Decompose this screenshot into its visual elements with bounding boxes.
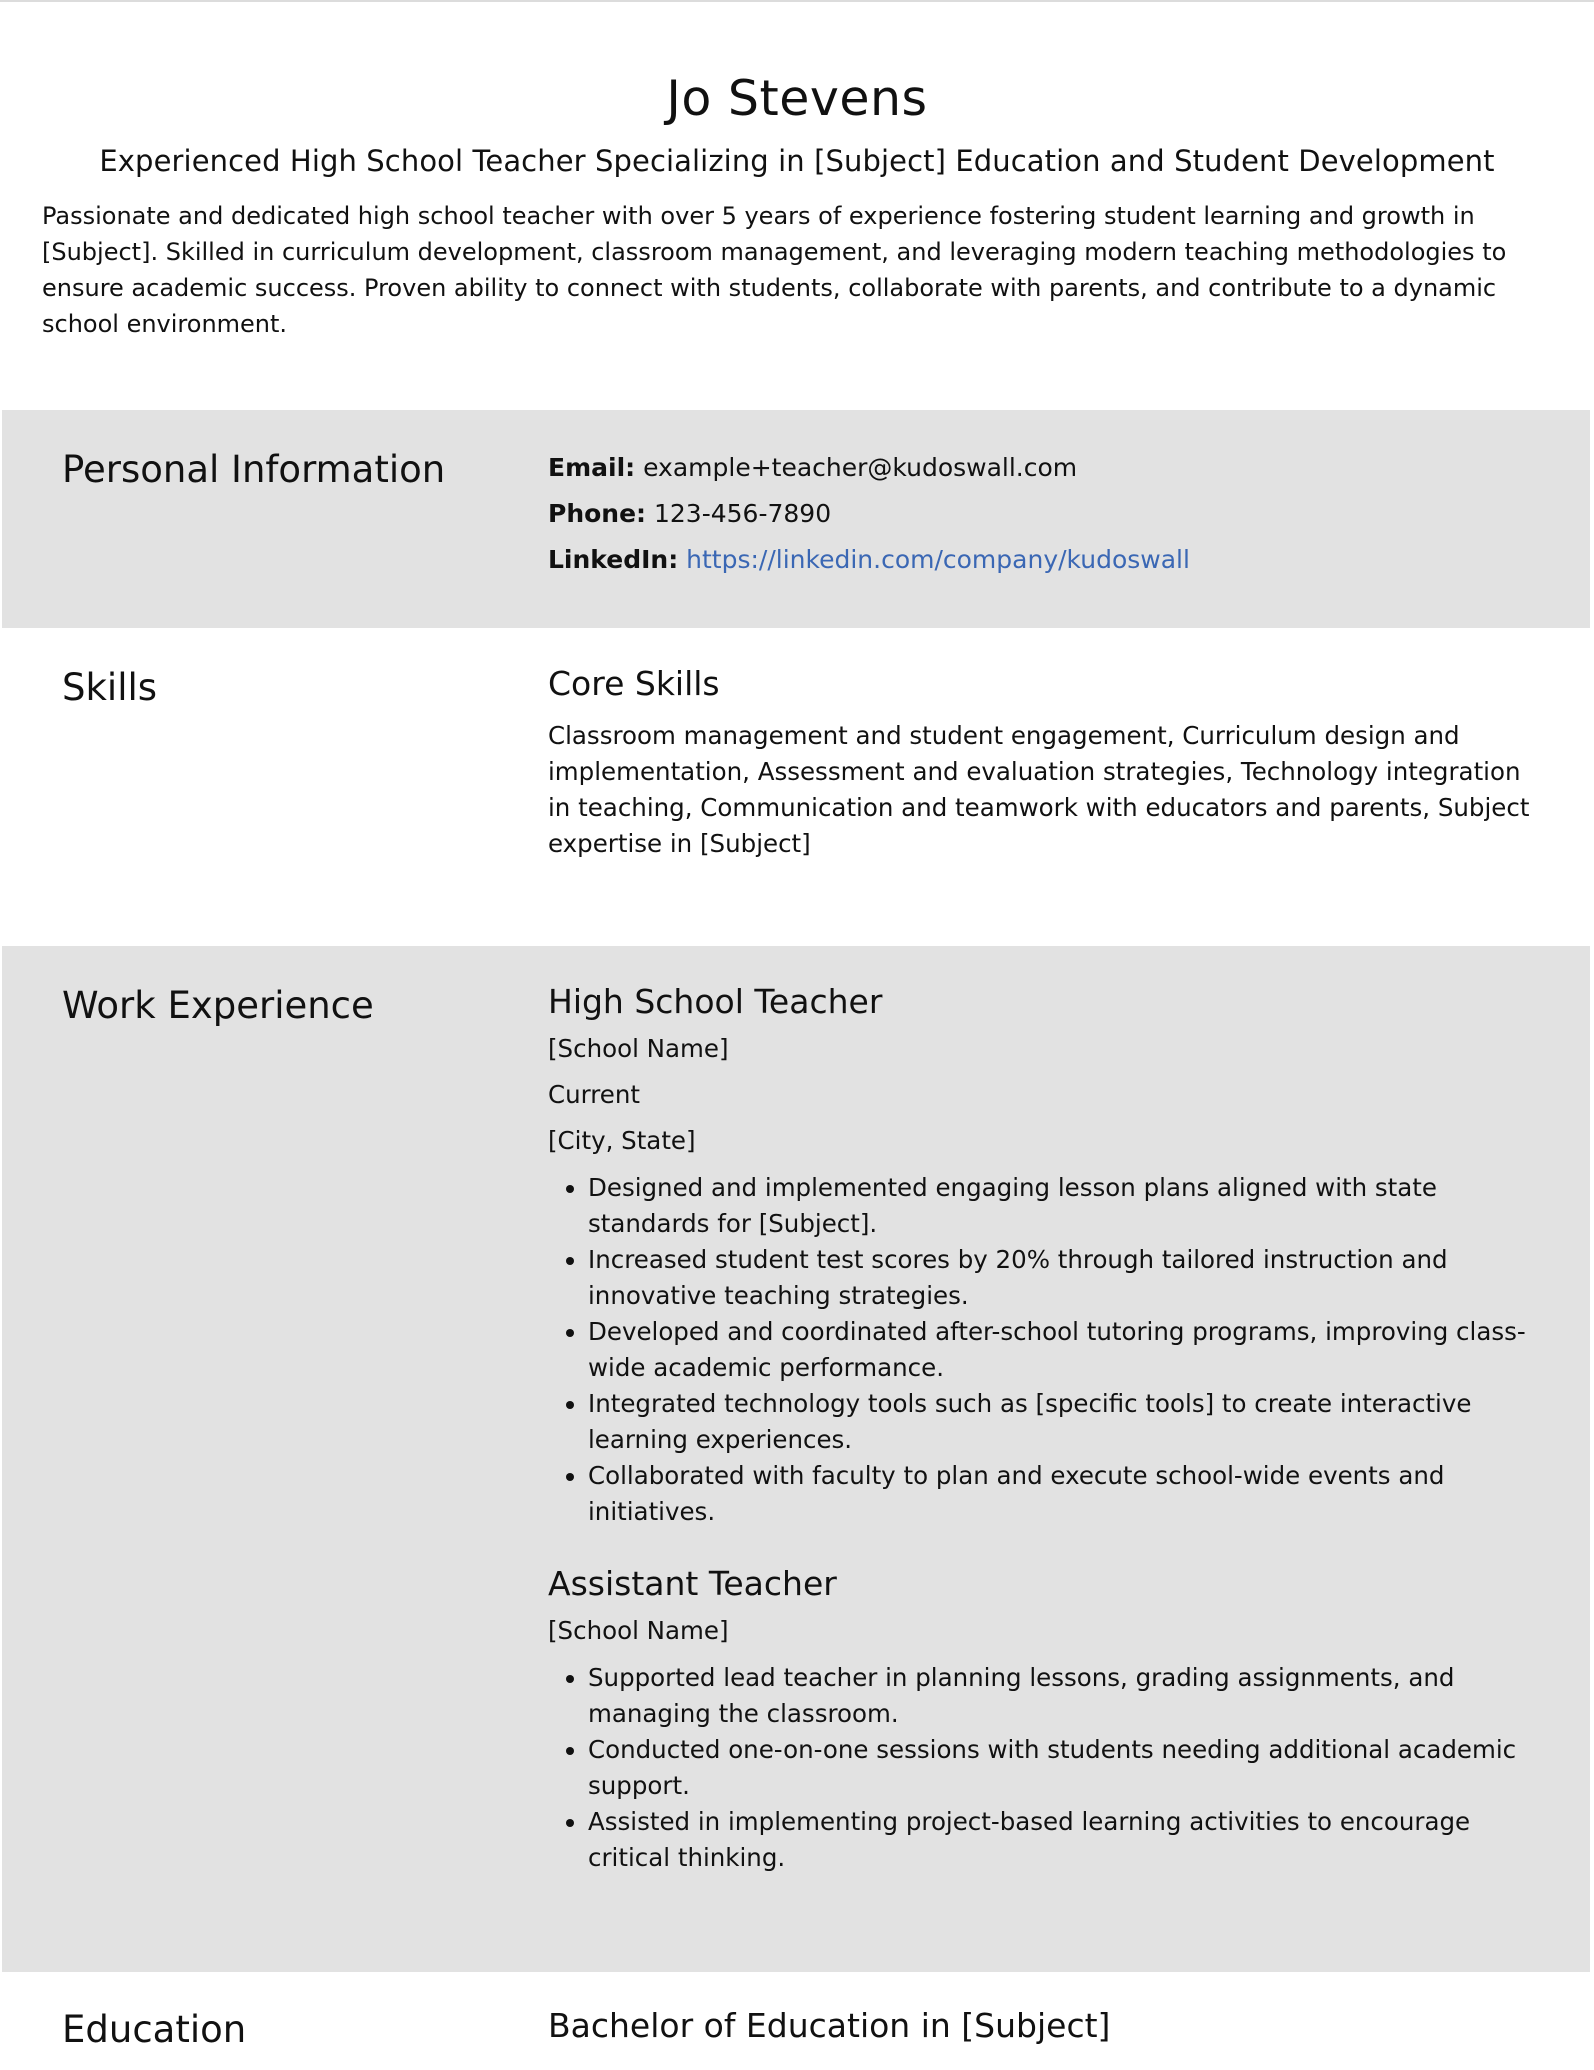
job-title: Assistant Teacher (548, 1564, 837, 1603)
job-title: High School Teacher (548, 982, 883, 1021)
list-item: • Collaborated with faculty to plan and execute school-wide events and initiatives. (588, 1458, 1534, 1530)
phone-value: 123-456-7890 (654, 499, 832, 528)
job-entry (548, 980, 1534, 1530)
work-experience-section (2, 946, 1590, 1972)
job-location: [City, State] (548, 1126, 696, 1155)
linkedin-label: LinkedIn: (548, 545, 679, 574)
core-skills-heading: Core Skills (548, 664, 720, 703)
email-label: Email: (548, 453, 636, 482)
candidate-name: Jo Stevens (666, 70, 928, 127)
skills-section (2, 628, 1590, 946)
section-title-work: Work Experience (62, 984, 374, 1027)
job-school: [School Name] (548, 1034, 729, 1063)
job-period: Current (548, 1080, 641, 1109)
section-title-education: Education (62, 2008, 247, 2051)
degree-title: Bachelor of Education in [Subject] (548, 2006, 1111, 2045)
job-bullets (548, 1170, 1534, 1530)
list-item: • Assisted in implementing project-based learning activities to encourage critical thinking. (588, 1804, 1534, 1876)
list-item: • Developed and coordinated after-school tutoring programs, improving class-wide academic performance. (588, 1314, 1534, 1386)
education-body (548, 2004, 1534, 2048)
list-item: • Designed and implemented engaging lesson plans aligned with state standards for [Subject]. (588, 1170, 1534, 1242)
resume-header (0, 2, 1594, 342)
linkedin-link[interactable]: https://linkedin.com/company/kudoswall (686, 545, 1190, 574)
job-bullets (548, 1660, 1534, 1876)
personal-information-body (548, 445, 1534, 583)
education-section (2, 1972, 1590, 2070)
list-item: • Conducted one-on-one sessions with students needing additional academic support. (588, 1732, 1534, 1804)
linkedin-row (548, 537, 1534, 583)
phone-label: Phone: (548, 499, 647, 528)
email-value: example+teacher@kudoswall.com (643, 453, 1078, 482)
candidate-headline: Experienced High School Teacher Specializing in [Subject] Education and Student Development (99, 144, 1495, 178)
list-item: • Integrated technology tools such as [specific tools] to create interactive learning experiences. (588, 1386, 1534, 1458)
section-title-skills: Skills (62, 666, 158, 709)
phone-row (548, 491, 1534, 537)
list-item: • Supported lead teacher in planning lessons, grading assignments, and managing the classroom. (588, 1660, 1534, 1732)
list-item: • Increased student test scores by 20% through tailored instruction and innovative teaching strategies. (588, 1242, 1534, 1314)
job-entry (548, 1562, 1534, 1876)
job-school: [School Name] (548, 1616, 729, 1645)
skills-body (548, 662, 1534, 862)
work-experience-body (548, 980, 1534, 1876)
email-row (548, 445, 1534, 491)
core-skills-text: Classroom management and student engagement, Curriculum design and implementation, Assessment and evaluation strategies, Technology integration in teaching, Communication and teamwork with educators and parents, Subject expertise in [Subject] (548, 721, 1530, 858)
candidate-summary: Passionate and dedicated high school teacher with over 5 years of experience fostering student learning and growth in [Subject]. Skilled in curriculum development, classroom management, and leveraging modern teaching methodologies to ensure academic success. Proven ability to connect with students, collaborate with parents, and contribute to a dynamic school environment. (42, 202, 1507, 338)
personal-information-section (2, 410, 1590, 628)
section-title-personal: Personal Information (62, 448, 446, 491)
